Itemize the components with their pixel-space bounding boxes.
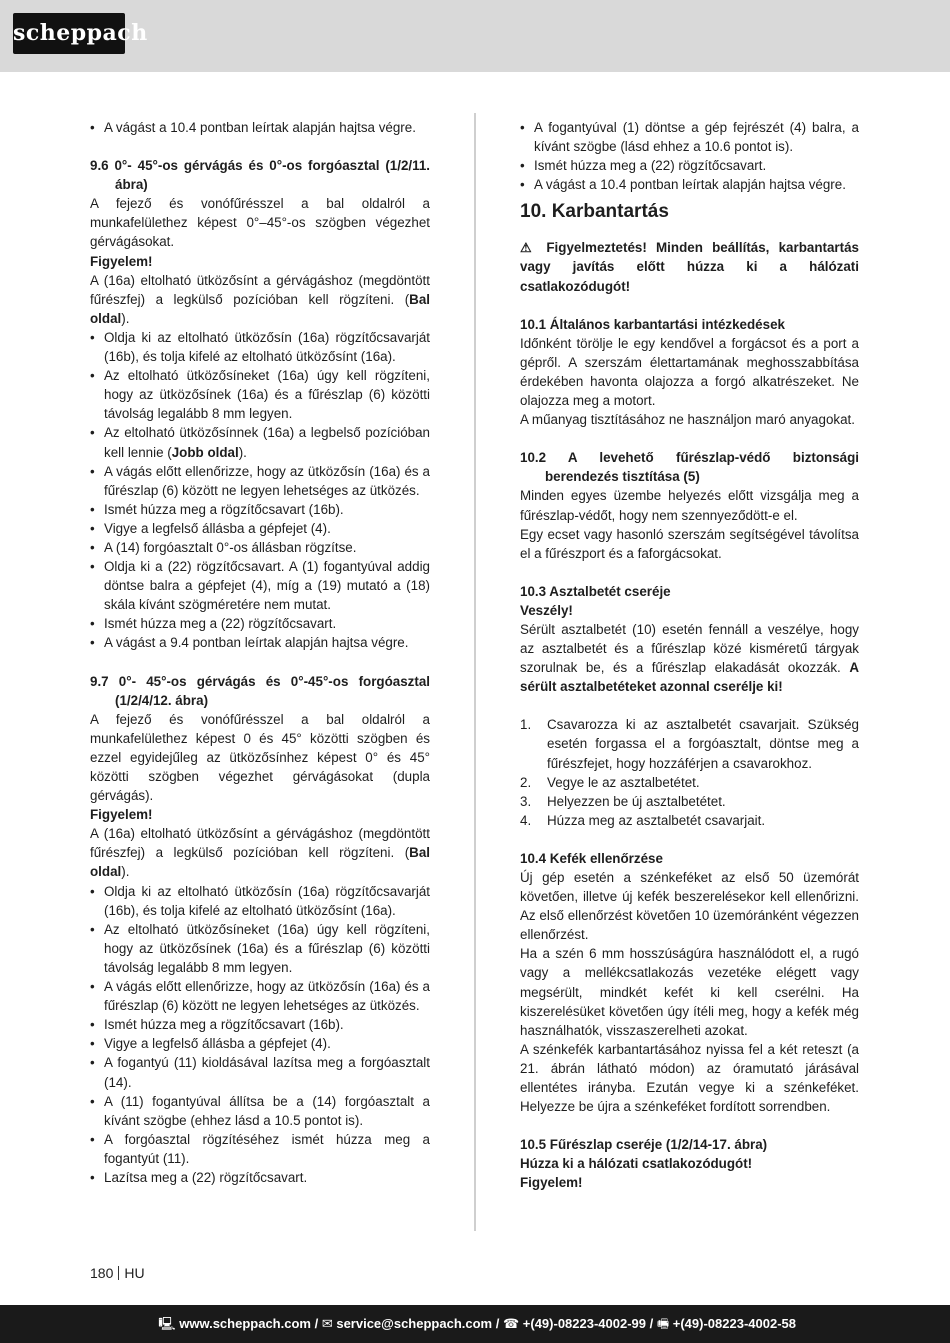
- section-heading-10-1: 10.1 Általános karbantartási intézkedések: [520, 316, 785, 332]
- bullet-list: [90, 882, 430, 1188]
- list-item: • Lazítsa meg a (22) rögzítőcsavart.: [90, 1168, 430, 1187]
- list-item: • A fogantyú (11) kioldásával lazítsa meg a forgóasztalt (14).: [90, 1053, 430, 1091]
- list-item: • Az eltolható ütközősíneket (16a) úgy kell rögzíteni, hogy az ütközősínek (16a) és a fűrészlap (6) közötti távolság legalább 8 mm legyen.: [90, 920, 430, 977]
- bullet-list: [90, 328, 430, 653]
- paragraph: Ha a szén 6 mm hosszúságúra használódott el, a rugó vagy a mellékcsatlakozás vezetéke elégett vagy megsérült, mindkét kefét ki kell cserélni. Ha kiszerelésüket követően úgy ítéli meg, hogy a kefék még használhatók, visszaszerelheti azokat.: [520, 946, 859, 1038]
- fax-number: +(49)-08223-4002-58: [672, 1316, 796, 1331]
- numbered-list: [520, 715, 859, 830]
- bullet-list: [90, 118, 430, 137]
- section-heading-10-5: 10.5 Fűrészlap cseréje (1/2/14-17. ábra): [520, 1137, 768, 1153]
- list-item: • A forgóasztal rögzítéséhez ismét húzza meg a fogantyút (11).: [90, 1130, 430, 1168]
- list-item: • Az eltolható ütközősínnek (16a) a legbelső pozícióban kell lennie (Jobb oldal).: [90, 423, 430, 461]
- paragraph: A fejező és vonófűrésszel a bal oldalról a munkafelülethez képest 0°–45°-os szögben végezhet gérvágásokat.: [90, 196, 430, 250]
- list-item: • Vigye a legfelső állásba a gépfejet (4).: [90, 1034, 430, 1053]
- paragraph: Egy ecset vagy hasonló szerszám segítségével távolítsa el a fűrészport és a faforgácsokat.: [520, 526, 859, 561]
- section-heading-10-2: 10.2 A levehető fűrészlap-védő biztonsági berendezés tisztítása (5): [520, 450, 859, 485]
- list-item: • A vágást a 10.4 pontban leírtak alapján hajtsa végre.: [520, 175, 859, 194]
- column-divider: [474, 113, 476, 1231]
- list-item: • A vágást a 9.4 pontban leírtak alapján hajtsa végre.: [90, 633, 430, 652]
- page-number: 180 HU: [90, 1265, 145, 1281]
- list-item: • Oldja ki az eltolható ütközősín (16a) rögzítőcsavarját (16b), és tolja kifelé az eltolható ütközősínt (16a).: [90, 882, 430, 920]
- paragraph: Sérült asztalbetét (10) esetén fennáll a veszélye, hogy az asztalbetét és a fűrészlap közé kisméretű tárgyak szorulnak be, és a fűrészlap elakadását okozzák. A sérült asztalbetéteket azonnal cserélje ki!: [520, 621, 859, 695]
- section-heading-10-3: 10.3 Asztalbetét cseréje: [520, 583, 671, 599]
- section-heading-10-4: 10.4 Kefék ellenőrzése: [520, 850, 663, 866]
- scheppach-logo: scheppach: [13, 13, 125, 54]
- paragraph: Új gép esetén a szénkeféket az első 50 üzemórát követően, illetve új kefék beszerelésekor kell ellenőrizni. Az első ellenőrzést követően 10 üzemóránként végezzen ellenőrzést.: [520, 870, 859, 943]
- right-column: [520, 118, 859, 1193]
- list-item: • Ismét húzza meg a rögzítőcsavart (16b).: [90, 1015, 430, 1034]
- paragraph: A műanyag tisztításához ne használjon maró anyagokat.: [520, 412, 855, 428]
- attention-label: Figyelem!: [520, 1175, 583, 1191]
- list-item: 4. Húzza meg az asztalbetét csavarjait.: [520, 812, 766, 828]
- list-item: • Ismét húzza meg a (22) rögzítőcsavart.: [90, 614, 430, 633]
- warning-icon: ⚠: [520, 240, 538, 256]
- paragraph: Minden egyes üzembe helyezés előtt vizsgálja meg a fűrészlap-védőt, hogy nem szennyeződött-e el.: [520, 488, 859, 523]
- paragraph: A (16a) eltolható ütközősínt a gérvágáshoz (megdöntött fűrészfej) a legkülső pozícióban kell rögzíteni. (Bal oldal).: [90, 826, 430, 880]
- paragraph: A szénkefék karbantartásához nyissa fel a két reteszt (a 21. ábrán látható módon) az óramutató járásával ellentétes irányba. Ezután vegye ki a szénkeféket. Helyezze be újra a szénkeféket fordított sorrendben.: [520, 1041, 859, 1115]
- list-item: • Oldja ki a (22) rögzítőcsavart. A (1) fogantyúval addig döntse balra a gépfejet (4), míg a (19) mutató a (18) skála kívánt szögméretére nem mutat.: [90, 557, 430, 614]
- mail-icon: ✉: [321, 1316, 333, 1331]
- section-heading-9-7: 9.7 0°- 45°-os gérvágás és 0°-45°-os forgóasztal (1/2/4/12. ábra): [90, 673, 430, 708]
- bullet-list: [520, 118, 859, 194]
- attention-label: Figyelem!: [90, 807, 153, 823]
- left-column: [90, 118, 430, 1187]
- paragraph: Időnként törölje le egy kendővel a forgácsot és a port a gépről. A szerszám élettartamának meghosszabbítása érdekében havonta olajozza a forgó alkatrészeket. Ne olajozza meg a motort.: [520, 335, 859, 409]
- list-item: • Vigye a legfelső állásba a gépfejet (4).: [90, 519, 430, 538]
- danger-label: Veszély!: [520, 602, 573, 618]
- list-item: • Ismét húzza meg a rögzítőcsavart (16b).: [90, 500, 430, 519]
- list-item: • A (11) fogantyúval állítsa be a (14) forgóasztalt a kívánt szögbe (ehhez lásd a 10.5 pontot is).: [90, 1092, 430, 1130]
- email-link[interactable]: service@scheppach.com: [336, 1316, 493, 1331]
- unplug-notice: Húzza ki a hálózati csatlakozódugót!: [520, 1156, 753, 1172]
- list-item: • Ismét húzza meg a (22) rögzítőcsavart.: [520, 156, 859, 175]
- list-item: • A vágást a 10.4 pontban leírtak alapján hajtsa végre.: [90, 118, 430, 137]
- page-header: [0, 0, 950, 72]
- phone-icon: ☎: [502, 1316, 520, 1331]
- fax-icon: 🖷: [656, 1316, 670, 1331]
- list-item: • Oldja ki az eltolható ütközősín (16a) rögzítőcsavarját (16b), és tolja kifelé az eltolható ütközősínt (16a).: [90, 328, 430, 366]
- page-footer: 🖳 www.scheppach.com / ✉ service@scheppach.com / ☎ +(49)-08223-4002-99 / 🖷 +(49)-08223-4002-58: [0, 1305, 950, 1343]
- list-item: • A vágás előtt ellenőrizze, hogy az ütközősín (16a) és a fűrészlap (6) között ne legyen lehetséges az ütközés.: [90, 977, 430, 1015]
- warning-text: ⚠ Figyelmeztetés! Minden beállítás, karbantartás vagy javítás előtt húzza ki a hálózati csatlakozódugót!: [520, 240, 859, 294]
- list-item: 1. Csavarozza ki az asztalbetét csavarjait. Szükség esetén forgassa el a forgóasztalt, döntse meg a fűrészfejet, hogy hozzáférjen a csavarokhoz.: [520, 717, 859, 771]
- list-item: • A vágás előtt ellenőrizze, hogy az ütközősín (16a) és a fűrészlap (6) között ne legyen lehetséges az ütközés.: [90, 462, 430, 500]
- list-item: 3. Helyezzen be új asztalbetétet.: [520, 793, 726, 809]
- section-heading-9-6: 9.6 0°- 45°-os gérvágás és 0°-os forgóasztal (1/2/11. ábra): [90, 158, 430, 193]
- paragraph: A fejező és vonófűrésszel a bal oldalról a munkafelülethez képest 0 és 45° közötti szögben és ezzel egyidejűleg az ütközősínhez képest 0° és 45° közötti szögben végezhet gérvágásokat (dupla gérvágás).: [90, 711, 430, 804]
- list-item: • A fogantyúval (1) döntse a gép fejrészét (4) balra, a kívánt szögbe (lásd ehhez a 10.6 pontot is).: [520, 118, 859, 156]
- list-item: • A (14) forgóasztalt 0°-os állásban rögzítse.: [90, 538, 430, 557]
- phone-number: +(49)-08223-4002-99: [522, 1316, 647, 1331]
- computer-icon: 🖳: [158, 1316, 176, 1331]
- website-link[interactable]: www.scheppach.com: [179, 1316, 311, 1331]
- section-title-10: 10. Karbantartás: [520, 201, 669, 223]
- list-item: 2. Vegye le az asztalbetétet.: [520, 774, 700, 790]
- list-item: • Az eltolható ütközősíneket (16a) úgy kell rögzíteni, hogy az ütközősínek (16a) és a fűrészlap (6) közötti távolság legalább 8 mm legyen.: [90, 366, 430, 423]
- attention-label: Figyelem!: [90, 253, 153, 269]
- paragraph: A (16a) eltolható ütközősínt a gérvágáshoz (megdöntött fűrészfej) a legkülső pozícióban kell rögzíteni. (Bal oldal).: [90, 272, 430, 326]
